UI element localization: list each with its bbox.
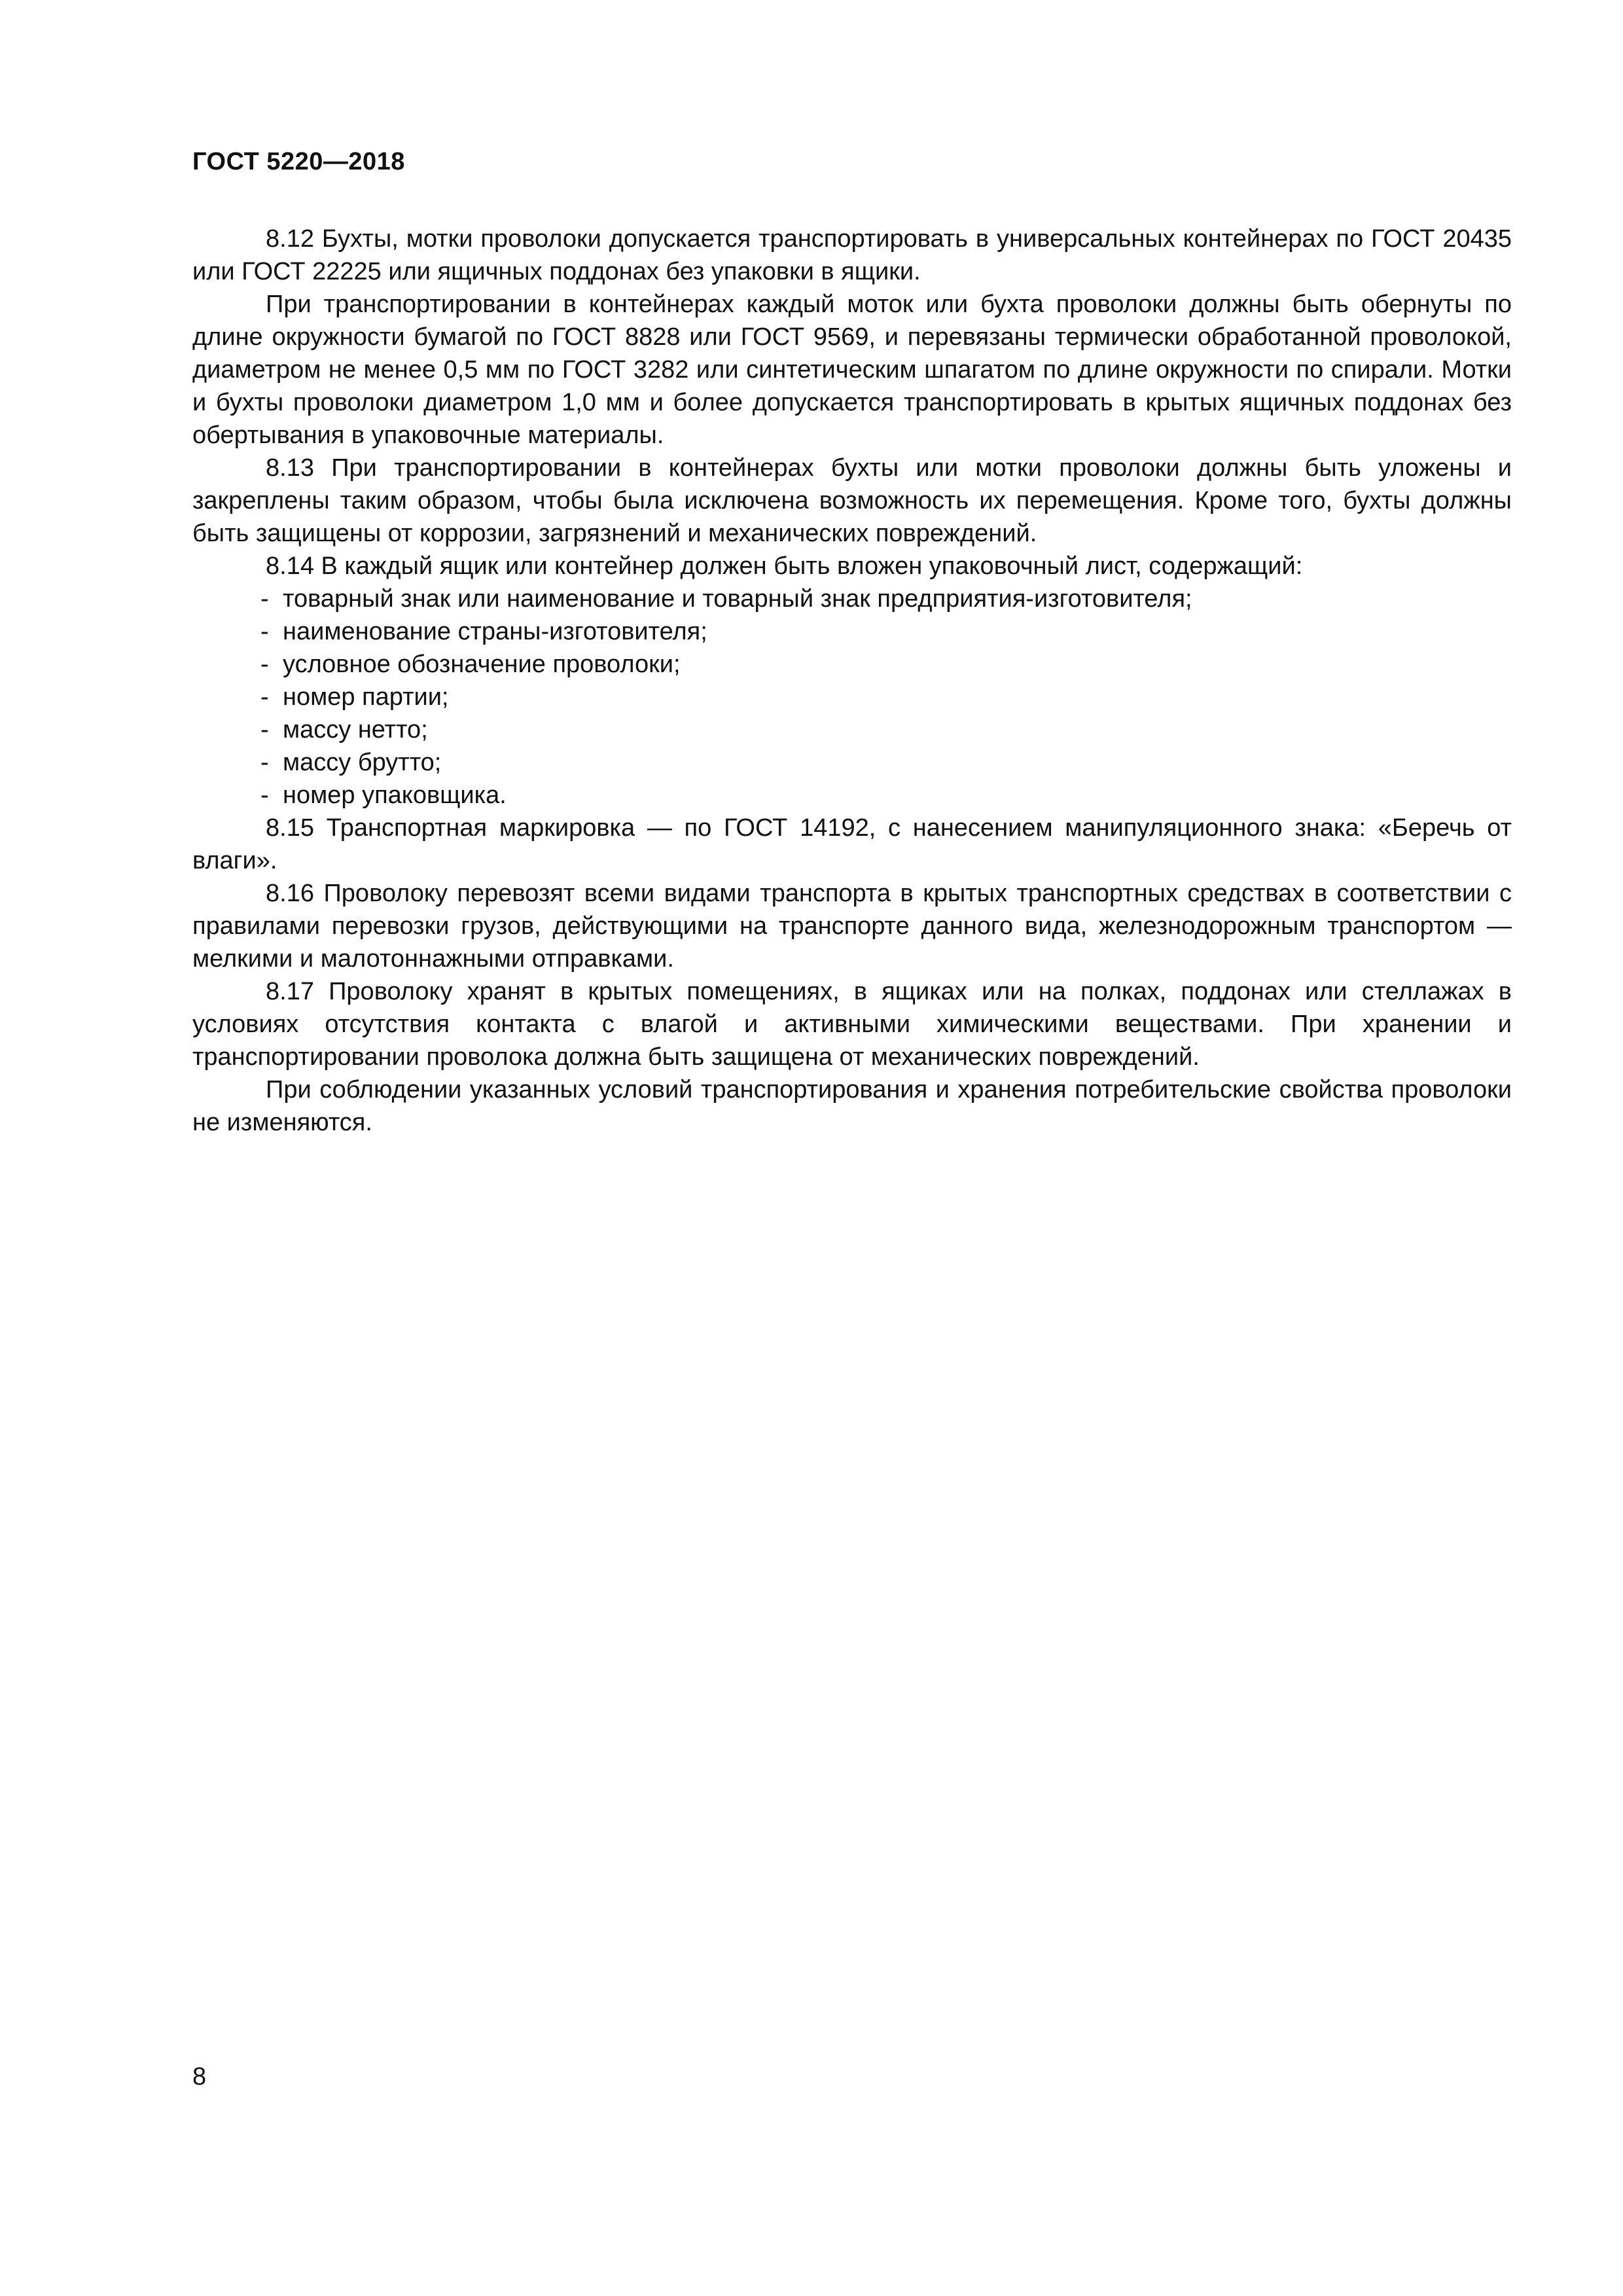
paragraph-8-12: 8.12 Бухты, мотки проволоки допускается транспортировать в универсальных контейнерах по ГОСТ 20435 или ГОСТ 22225 или ящичных поддонах без упаковки в ящики.: [192, 225, 1512, 285]
packing-list-contents: [192, 583, 1512, 812]
paragraph-8-13: 8.13 При транспортировании в контейнерах бухты или мотки проволоки должны быть уложены и закреплены таким образом, чтобы была исключена возможность их перемещения. Кроме того, бухты должны быть защищены от коррозии, загрязнений и механических повреждений.: [192, 454, 1512, 547]
paragraph-8-17: 8.17 Проволоку хранят в крытых помещениях, в ящиках или на полках, поддонах или стеллажах в условиях отсутствия контакта с влагой и активными химическими веществами. При хранении и транспортировании проволока должна быть защищена от механических повреждений.: [192, 978, 1512, 1071]
list-item: - номер партии;: [192, 681, 1512, 713]
paragraph-final: При соблюдении указанных условий транспортирования и хранения потребительские свойства проволоки не изменяются.: [192, 1076, 1512, 1136]
list-item: - товарный знак или наименование и товарный знак предприятия-изготовителя;: [192, 583, 1512, 615]
list-item: - массу брутто;: [192, 746, 1512, 779]
document-header: ГОСТ 5220—2018: [192, 148, 405, 175]
list-dash: -: [260, 749, 269, 776]
document-body: [192, 223, 1512, 1139]
list-dash: -: [260, 585, 269, 613]
paragraph-8-12-continued: При транспортировании в контейнерах каждый моток или бухта проволоки должны быть обернуты по длине окружности бумагой по ГОСТ 8828 или ГОСТ 9569, и перевязаны термически обработанной проволокой, диаметром не менее 0,5 мм по ГОСТ 3282 или синтетическим шпагатом по длине окружности по спирали. Мотки и бухты проволоки диаметром 1,0 мм и более допускается транспортировать в крытых ящичных поддонах без обертывания в упаковочные материалы.: [192, 291, 1512, 449]
list-item: - номер упаковщика.: [192, 779, 1512, 812]
list-dash: -: [260, 651, 269, 678]
list-item: - массу нетто;: [192, 713, 1512, 746]
paragraph-8-14: 8.14 В каждый ящик или контейнер должен быть вложен упаковочный лист, содержащий:: [266, 552, 1303, 580]
list-dash: -: [260, 683, 269, 711]
paragraph-8-15: 8.15 Транспортная маркировка — по ГОСТ 14192, с нанесением манипуляционного знака: «Беречь от влаги».: [192, 814, 1512, 874]
paragraph-8-16: 8.16 Проволоку перевозят всеми видами транспорта в крытых транспортных средствах в соответствии с правилами перевозки грузов, действующими на транспорте данного вида, железнодорожным транспортом — мелкими и малотоннажными отправками.: [192, 880, 1512, 973]
list-dash: -: [260, 618, 269, 645]
list-item: - наименование страны-изготовителя;: [192, 615, 1512, 648]
list-dash: -: [260, 716, 269, 744]
list-dash: -: [260, 781, 269, 809]
list-item: - условное обозначение проволоки;: [192, 648, 1512, 681]
page-number: 8: [192, 2063, 207, 2090]
